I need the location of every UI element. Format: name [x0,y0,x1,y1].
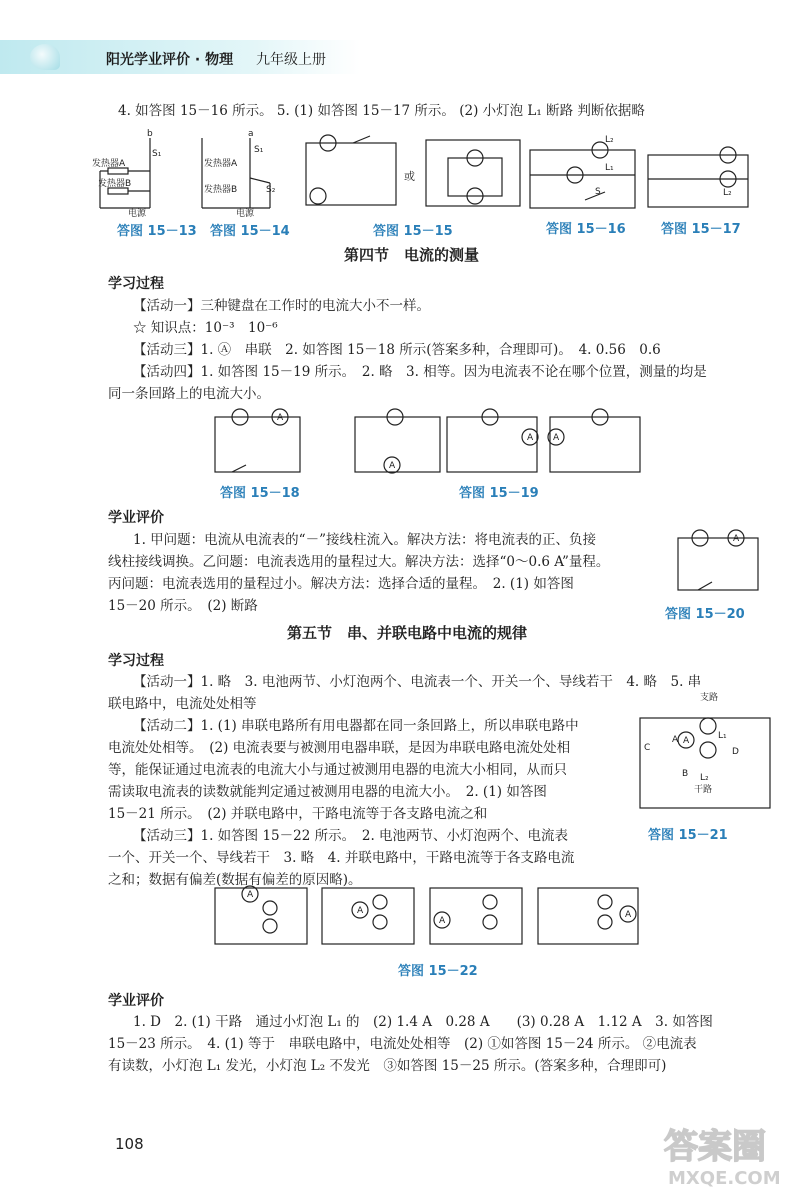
caption-15-17: 答图 15－17 [661,222,741,237]
label-l2: L₂ [723,188,732,198]
header-logo-icon [30,44,60,70]
label-branch: 支路 [700,693,719,703]
answer-line: 之和；数据有偏差(数据有偏差的原因略)。 [108,872,362,888]
caption-15-15: 答图 15－15 [373,224,453,239]
answer-line: 【活动一】1. 略 3. 电池两节、小灯泡两个、电流表一个、开关一个、导线若干 4. 略 5. 串 [133,674,702,690]
heading-process: 学习过程 [108,276,164,292]
circuit-fig-15-15 [298,128,523,218]
label-s1: S₁ [254,145,264,155]
caption-15-13: 答图 15－13 [117,224,197,239]
label-ammeter: A [277,413,284,423]
answer-line: 【活动三】1. 如答图 15－22 所示。 2. 电池两节、小灯泡两个、电流表 [133,828,569,844]
label-or: 或 [404,170,415,183]
label-l2: L₂ [700,773,709,783]
answer-line: 4. 如答图 15－16 所示。 5. (1) 如答图 15－17 所示。 (2) 小灯泡 L₁ 断路 判断依据略 [118,103,645,119]
label-s: S [595,187,601,197]
answer-line: 【活动二】1. (1) 串联电路所有用电器都在同一条回路上，所以串联电路中 [133,718,579,734]
label-l1: L₁ [605,163,614,173]
label-ammeter: A [527,433,534,443]
answer-line: 15－23 所示。 4. (1) 等于 串联电路中，电流处处相等 (2) ①如答图 15－24 所示。 ②电流表 [108,1036,697,1052]
svg-text:MXQE.COM: MXQE.COM [668,1168,781,1189]
label-power: 电源 [128,209,147,218]
answer-line: 有读数，小灯泡 L₁ 发光，小灯泡 L₂ 不发光 ③如答图 15－25 所示。(答案多种，合理即可) [108,1058,667,1074]
answer-line: 1. D 2. (1) 干路 通过小灯泡 L₁ 的 (2) 1.4 A 0.28 A (3) 0.28 A 1.12 A 3. 如答图 [133,1014,713,1030]
circuit-fig-15-20 [670,520,765,595]
label-heater-a: 发热器A [92,159,126,169]
answer-line: 丙问题：电流表选用的量程过小。解决方法：选择合适的量程。 2. (1) 如答图 [108,576,574,592]
label-point-b: B [682,769,689,779]
label-ammeter: A [625,910,632,920]
book-title: 阳光学业评价 · 物理 [106,52,234,68]
answer-line: 联电路中，电流处处相等 [108,696,257,712]
label-ammeter: A [389,461,396,471]
answer-line: 【活动一】三种键盘在工作时的电流大小不一样。 [133,298,430,314]
label-s2: S₂ [266,185,276,195]
label-heater-b: 发热器B [98,179,132,189]
label-power: 电源 [236,209,255,218]
label-ammeter: A [247,890,254,900]
heading-evaluation: 学业评价 [108,510,164,526]
answer-line: 15－21 所示。 (2) 并联电路中，干路电流等于各支路电流之和 [108,806,488,822]
label-l2: L₂ [605,135,614,145]
label-heater-b: 发热器B [204,185,238,195]
circuit-fig-15-13 [90,128,170,218]
heading-evaluation: 学业评价 [108,993,164,1009]
label-ammeter: A [357,906,364,916]
circuit-fig-15-18 [210,405,305,475]
label-a: a [248,129,254,139]
answer-line: 等，能保证通过电流表的电流大小与通过被测用电器的电流大小相同，从而只 [108,762,567,778]
section-title-5: 第五节 串、并联电路中电流的规律 [287,624,528,642]
label-heater-a: 发热器A [204,159,238,169]
page-header [0,40,360,74]
caption-15-14: 答图 15－14 [210,224,290,239]
caption-15-16: 答图 15－16 [546,222,626,237]
label-point-c: C [644,743,651,753]
caption-15-19: 答图 15－19 [459,486,539,501]
label-ammeter: A [439,916,446,926]
answer-line: 需读取电流表的读数就能判定通过被测用电器的电流大小。 2. (1) 如答图 [108,784,547,800]
caption-15-22: 答图 15－22 [398,964,478,979]
answer-line: ☆ 知识点：10⁻³ 10⁻⁶ [133,320,278,336]
label-b: b [147,129,153,139]
label-point-a: A [672,735,679,745]
circuit-fig-15-19 [350,405,645,477]
book-grade: 九年级上册 [256,52,326,68]
label-s1: S₁ [152,149,162,159]
label-ammeter: A [683,736,690,746]
svg-text:答案圈: 答案圈 [664,1127,766,1167]
answer-line: 【活动四】1. 如答图 15－19 所示。 2. 略 3. 相等。因为电流表不论在哪个位置，测量的均是 [133,364,707,380]
circuit-fig-15-21 [628,688,778,818]
answer-line: 电流处处相等。 (2) 电流表要与被测用电器串联，是因为串联电路电流处处相 [108,740,571,756]
caption-15-18: 答图 15－18 [220,486,300,501]
circuit-fig-15-17 [643,135,753,215]
answer-line: 【活动三】1. Ⓐ 串联 2. 如答图 15－18 所示(答案多种，合理即可)。 4. 0.56 0.6 [133,342,661,358]
answer-line: 同一条回路上的电流大小。 [108,386,270,402]
caption-15-20: 答图 15－20 [665,607,745,622]
label-ammeter: A [733,534,740,544]
label-point-d: D [732,747,739,757]
answer-line: 线柱接线调换。乙问题：电流表选用的量程过大。解决方法：选择“0～0.6 A”量程。 [108,554,610,570]
circuit-fig-15-16 [525,130,640,215]
circuit-fig-15-14 [200,128,285,218]
watermark-logo-icon [660,1120,790,1190]
label-trunk: 干路 [694,785,713,795]
answer-line: 1. 甲问题：电流从电流表的“－”接线柱流入。解决方法：将电流表的正、负接 [133,532,596,548]
answer-line: 15－20 所示。 (2) 断路 [108,598,258,614]
heading-process: 学习过程 [108,653,164,669]
page-number: 108 [115,1135,144,1153]
label-ammeter: A [553,433,560,443]
section-title-4: 第四节 电流的测量 [344,246,480,264]
caption-15-21: 答图 15－21 [648,828,728,843]
answer-line: 一个、开关一个、导线若干 3. 略 4. 并联电路中，干路电流等于各支路电流 [108,850,575,866]
circuit-fig-15-22 [210,880,650,948]
label-l1: L₁ [718,731,727,741]
